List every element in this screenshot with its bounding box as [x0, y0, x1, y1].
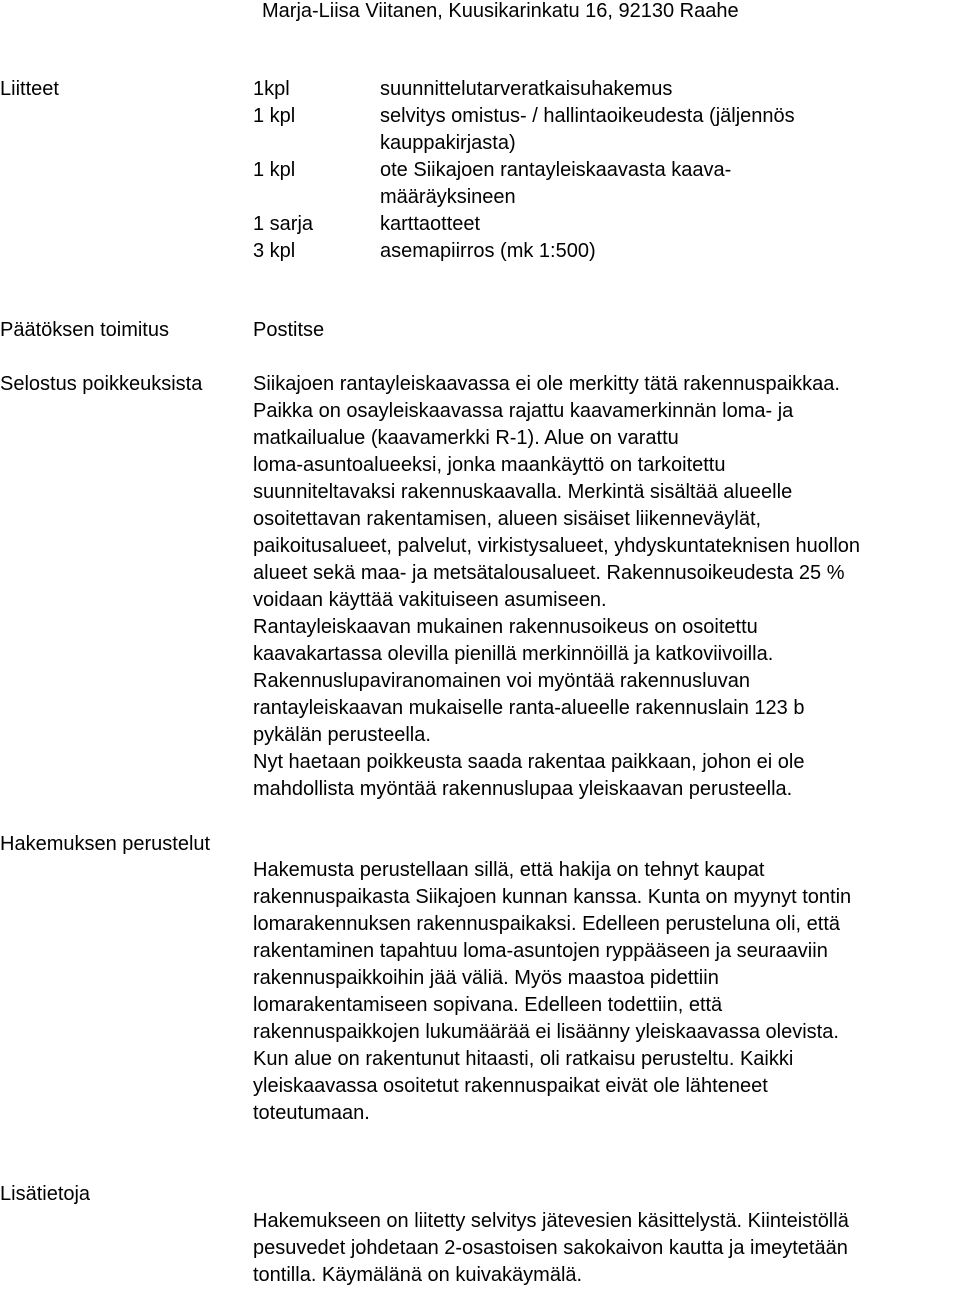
text-line: lomarakentamiseen sopivana. Edelleen todettiin, että — [253, 994, 723, 1016]
lisatietoja-text — [253, 1208, 960, 1289]
liite-desc: asemapiirros (mk 1:500) — [380, 240, 596, 262]
text-line: Hakemukseen on liitetty selvitys jätevesien käsittelystä. Kiinteistöllä — [253, 1210, 849, 1232]
text-line: matkailualue (kaavamerkki R-1). Alue on varattu — [253, 427, 679, 449]
text-line: rakennuspaikasta Siikajoen kunnan kanssa. Kunta on myynyt tontin — [253, 886, 852, 908]
liite-desc: määräyksineen — [380, 186, 516, 208]
paatoksen-toimitus-label: Päätöksen toimitus — [0, 319, 169, 341]
perustelut-text — [253, 857, 960, 1127]
text-line: lomarakennuksen rakennuspaikaksi. Edelleen perusteluna oli, että — [253, 913, 841, 935]
text-line: paikoitusalueet, palvelut, virkistysalueet, yhdyskuntateknisen huollon — [253, 535, 861, 557]
text-line: kaavakartassa olevilla pienillä merkinnöillä ja katkoviivoilla. — [253, 643, 774, 665]
text-line: pesuvedet johdetaan 2-osastoisen sakokaivon kautta ja imeytetään — [253, 1237, 848, 1259]
text-line: suunniteltavaksi rakennuskaavalla. Merkintä sisältää alueelle — [253, 481, 793, 503]
selostus-label: Selostus poikkeuksista — [0, 373, 203, 395]
text-line: Rakennuslupaviranomainen voi myöntää rakennusluvan — [253, 670, 750, 692]
text-line: Hakemusta perustellaan sillä, että hakija on tehnyt kaupat — [253, 859, 765, 881]
text-line: osoitettavan rakentamisen, alueen sisäiset liikenneväylät, — [253, 508, 762, 530]
liite-qty: 3 kpl — [253, 240, 296, 262]
text-line: Rantayleiskaavan mukainen rakennusoikeus on osoitettu — [253, 616, 758, 638]
text-line: tontilla. Käymälänä on kuivakäymälä. — [253, 1264, 583, 1286]
perustelut-label: Hakemuksen perustelut — [0, 833, 211, 855]
liite-desc: kauppakirjasta) — [380, 132, 516, 154]
liite-qty: 1 sarja — [253, 213, 314, 235]
text-line: pykälän perusteella. — [253, 724, 431, 746]
header-address: Marja-Liisa Viitanen, Kuusikarinkatu 16, 92130 Raahe — [262, 0, 739, 22]
selostus-text — [253, 371, 960, 803]
text-line: Siikajoen rantayleiskaavassa ei ole merkitty tätä rakennuspaikkaa. — [253, 373, 840, 395]
liitteet-label: Liitteet — [0, 78, 59, 100]
text-line: rakennuspaikkoihin jää väliä. Myös maastoa pidettiin — [253, 967, 719, 989]
liite-qty: 1 kpl — [253, 159, 296, 181]
liite-desc: suunnittelutarveratkaisuhakemus — [380, 78, 673, 100]
text-line: rantayleiskaavan mukaiselle ranta-alueelle rakennuslain 123 b — [253, 697, 805, 719]
text-line: Paikka on osayleiskaavassa rajattu kaavamerkinnän loma- ja — [253, 400, 794, 422]
text-line: yleiskaavassa osoitetut rakennuspaikat eivät ole lähteneet — [253, 1075, 768, 1097]
paatoksen-toimitus-value: Postitse — [253, 319, 325, 341]
liite-desc: karttaotteet — [380, 213, 481, 235]
liite-qty: 1kpl — [253, 78, 290, 100]
text-line: mahdollista myöntää rakennuslupaa yleiskaavan perusteella. — [253, 778, 793, 800]
liite-desc: selvitys omistus- / hallintaoikeudesta (jäljennös — [380, 105, 795, 127]
text-line: Kun alue on rakentunut hitaasti, oli ratkaisu perusteltu. Kaikki — [253, 1048, 794, 1070]
liite-qty: 1 kpl — [253, 105, 296, 127]
text-line: rakennuspaikkojen lukumäärää ei lisäänny yleiskaavassa olevista. — [253, 1021, 839, 1043]
text-line: toteutumaan. — [253, 1102, 370, 1124]
text-line: alueet sekä maa- ja metsätalousalueet. Rakennusoikeudesta 25 % — [253, 562, 845, 584]
text-line: Nyt haetaan poikkeusta saada rakentaa paikkaan, johon ei ole — [253, 751, 805, 773]
liite-desc: ote Siikajoen rantayleiskaavasta kaava- — [380, 159, 732, 181]
lisatietoja-label: Lisätietoja — [0, 1183, 91, 1205]
text-line: rakentaminen tapahtuu loma-asuntojen ryppääseen ja seuraaviin — [253, 940, 828, 962]
text-line: loma-asuntoalueeksi, jonka maankäyttö on tarkoitettu — [253, 454, 726, 476]
text-line: voidaan käyttää vakituiseen asumiseen. — [253, 589, 607, 611]
